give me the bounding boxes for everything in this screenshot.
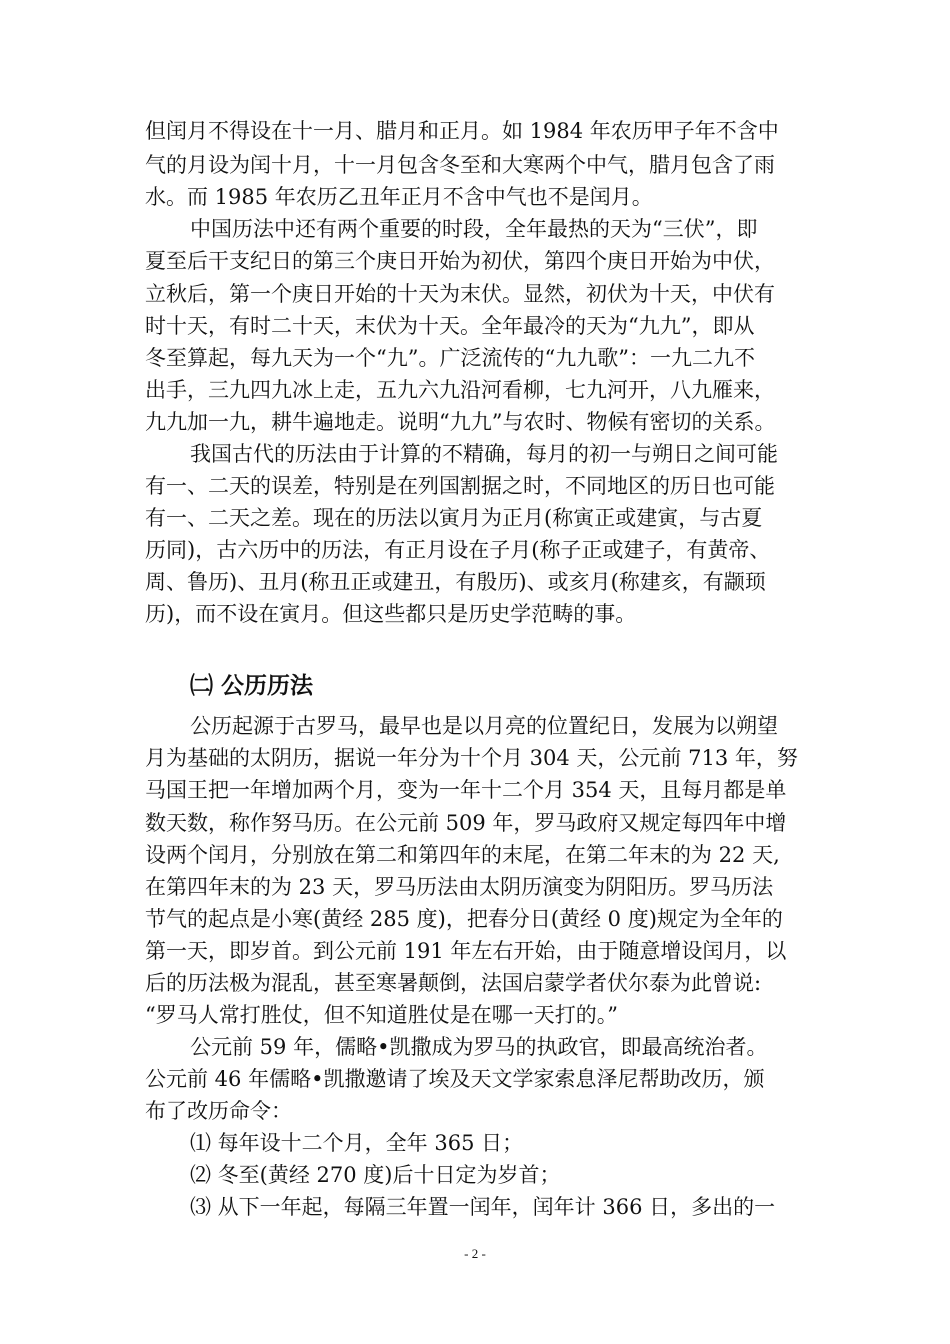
text-line: 布了改历命令： xyxy=(145,1099,292,1123)
list-item: ⑵ 冬至(黄经 270 度)后十日定为岁首； xyxy=(190,1163,561,1187)
text-line: 节气的起点是小寒(黄经 285 度)，把春分日(黄经 0 度)规定为全年的 xyxy=(145,907,783,931)
text-line: 设两个闰月，分别放在第二和第四年的末尾，在第二年末的为 22 天, xyxy=(145,843,780,867)
section-heading: ㈡ 公历历法 xyxy=(190,673,314,699)
text-line: 中国历法中还有两个重要的时段，全年最热的天为“三伏”，即 xyxy=(190,217,758,241)
text-line: 数天数，称作努马历。在公元前 509 年，罗马政府又规定每四年中增 xyxy=(145,811,787,835)
text-line: 夏至后干支纪日的第三个庚日开始为初伏，第四个庚日开始为中伏， xyxy=(145,249,775,273)
text-line: 周、鲁历)、丑月(称丑正或建丑，有殷历)、或亥月(称建亥，有颛顼 xyxy=(145,570,766,594)
text-line: 气的月设为闰十月，十一月包含冬至和大寒两个中气，腊月包含了雨 xyxy=(145,153,775,177)
list-item: ⑴ 每年设十二个月，全年 365 日； xyxy=(190,1131,524,1155)
text-line: 公元前 59 年，儒略•凯撒成为罗马的执政官，即最高统治者。 xyxy=(190,1035,768,1059)
text-line: 后的历法极为混乱，甚至寒暑颠倒，法国启蒙学者伏尔泰为此曾说: xyxy=(145,971,762,995)
text-line: 第一天，即岁首。到公元前 191 年左右开始，由于随意增设闰月，以 xyxy=(145,939,787,963)
text-line: 历同)，古六历中的历法，有正月设在子月(称子正或建子，有黄帝、 xyxy=(145,538,771,562)
text-line: 在第四年末的为 23 天，罗马历法由太阴历演变为阴阳历。罗马历法 xyxy=(145,875,774,899)
text-line: 月为基础的太阴历，据说一年分为十个月 304 天，公元前 713 年，努 xyxy=(145,746,798,770)
list-item: ⑶ 从下一年起，每隔三年置一闰年，闰年计 366 日，多出的一 xyxy=(190,1195,776,1219)
text-line: 我国古代的历法由于计算的不精确，每月的初一与朔日之间可能 xyxy=(190,442,778,466)
text-line: 水。而 1985 年农历乙丑年正月不含中气也不是闰月。 xyxy=(145,185,653,209)
page-number: - 2 - xyxy=(464,1246,486,1261)
text-line: 但闰月不得设在十一月、腊月和正月。如 1984 年农历甲子年不含中 xyxy=(145,119,779,143)
text-line: 时十天，有时二十天，末伏为十天。全年最冷的天为“九九”，即从 xyxy=(145,314,755,338)
text-line: 立秋后，第一个庚日开始的十天为末伏。显然，初伏为十天，中伏有 xyxy=(145,282,775,306)
text-line: 出手，三九四九冰上走，五九六九沿河看柳，七九河开，八九雁来， xyxy=(145,378,775,402)
text-line: 有一、二天之差。现在的历法以寅月为正月(称寅正或建寅，与古夏 xyxy=(145,506,763,530)
text-line: 有一、二天的误差，特别是在列国割据之时，不同地区的历日也可能 xyxy=(145,474,775,498)
text-line: “罗马人常打胜仗，但不知道胜仗是在哪一天打的。” xyxy=(145,1003,618,1027)
text-line: 冬至算起，每九天为一个“九”。广泛流传的“九九歌”：一九二九不 xyxy=(145,346,755,370)
text-line: 公历起源于古罗马，最早也是以月亮的位置纪日，发展为以朔望 xyxy=(190,714,778,738)
text-line: 九九加一九，耕牛遍地走。说明“九九”与农时、物候有密切的关系。 xyxy=(145,410,776,434)
text-line: 公元前 46 年儒略•凯撒邀请了埃及天文学家索息泽尼帮助改历，颁 xyxy=(145,1067,765,1091)
text-line: 马国王把一年增加两个月，变为一年十二个月 354 天，且每月都是单 xyxy=(145,778,787,802)
text-line: 历)，而不设在寅月。但这些都只是历史学范畴的事。 xyxy=(145,602,637,626)
